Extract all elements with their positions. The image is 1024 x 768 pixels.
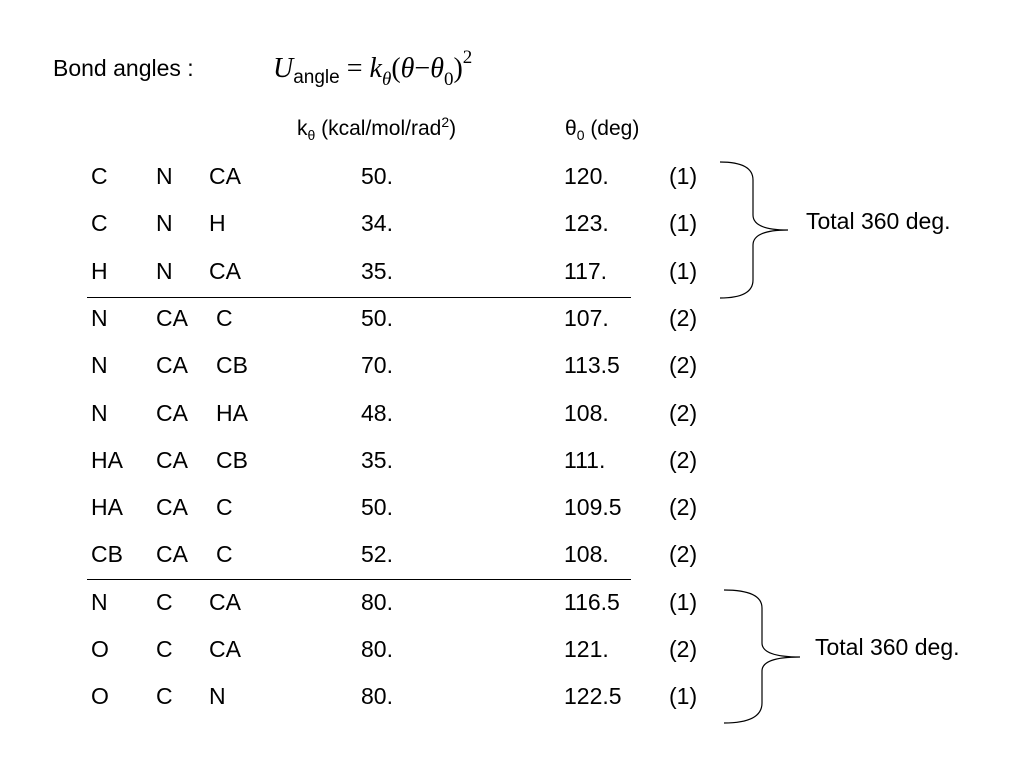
atom-1: C (91, 163, 108, 189)
theta0-value: 121. (564, 636, 609, 662)
k-theta-value: 80. (361, 683, 393, 709)
theta0-value: 108. (564, 400, 609, 426)
atom-3: CB (216, 447, 248, 473)
theta0-value: 117. (564, 258, 608, 284)
eq-exp: 2 (462, 47, 473, 68)
atom-1: N (91, 589, 108, 615)
atom-2: C (156, 589, 173, 615)
brace-group-2 (722, 588, 812, 728)
atom-2: N (156, 163, 173, 189)
atom-2: C (156, 636, 173, 662)
theta0-value: 109.5 (564, 494, 622, 520)
atom-3: CA (209, 163, 241, 189)
header-k-unit: (kcal/mol/rad (315, 117, 442, 140)
k-theta-value: 50. (361, 305, 393, 331)
header-t-sub: 0 (576, 127, 585, 143)
reference: (1) (669, 210, 698, 236)
atom-3: CA (209, 636, 241, 662)
atom-2: CA (156, 400, 188, 426)
eq-minus: − (414, 53, 431, 84)
reference: (2) (669, 494, 698, 520)
k-theta-value: 80. (361, 589, 393, 615)
theta0-value: 111. (564, 447, 606, 473)
header-k-sub: θ (307, 127, 316, 143)
atom-3: C (216, 541, 233, 567)
atom-3: C (216, 305, 233, 331)
theta0-value: 113.5 (564, 352, 620, 378)
angle-energy-equation: $U_{angle} = k_\theta(\theta-\theta_0)^2$ (273, 47, 473, 90)
page-title: Bond angles : (53, 55, 194, 81)
reference: (1) (669, 589, 698, 615)
eq-close: ) (453, 53, 463, 84)
atom-3: CA (209, 589, 241, 615)
atom-1: HA (91, 494, 123, 520)
theta0-value: 108. (564, 541, 609, 567)
k-theta-value: 35. (361, 447, 393, 473)
eq-k-sub: θ (381, 69, 392, 90)
k-theta-value: 35. (361, 258, 393, 284)
eq-u-sub: angle (293, 67, 340, 88)
atom-2: CA (156, 494, 188, 520)
atom-2: N (156, 258, 173, 284)
reference: (1) (669, 163, 698, 189)
eq-u: U (273, 53, 294, 84)
atom-1: C (91, 210, 108, 236)
reference: (2) (669, 447, 698, 473)
theta0-value: 123. (564, 210, 609, 236)
reference: (2) (669, 400, 698, 426)
k-theta-value: 80. (361, 636, 393, 662)
atom-1: O (91, 683, 109, 709)
reference: (1) (669, 258, 698, 284)
k-theta-value: 50. (361, 163, 393, 189)
atom-3: C (216, 494, 233, 520)
group-divider-1 (87, 297, 631, 298)
header-k-end: ) (449, 117, 457, 140)
atom-3: N (209, 683, 226, 709)
reference: (2) (669, 541, 698, 567)
eq-theta0-sub: 0 (443, 69, 454, 90)
atom-1: N (91, 400, 108, 426)
header-theta0 (565, 117, 639, 141)
atom-1: CB (91, 541, 123, 567)
eq-theta0: θ (430, 53, 444, 84)
atom-3: H (209, 210, 226, 236)
theta0-value: 122.5 (564, 683, 622, 709)
atom-3: CA (209, 258, 241, 284)
k-theta-value: 34. (361, 210, 393, 236)
atom-2: C (156, 683, 173, 709)
header-k-sup: 2 (441, 114, 450, 130)
atom-2: N (156, 210, 173, 236)
atom-2: CA (156, 305, 188, 331)
reference: (1) (669, 683, 698, 709)
atom-1: H (91, 258, 108, 284)
atom-1: HA (91, 447, 123, 473)
header-k-main: k (297, 117, 308, 140)
reference: (2) (669, 636, 698, 662)
atom-3: HA (216, 400, 248, 426)
eq-k: k (369, 53, 382, 84)
eq-theta: θ (400, 53, 415, 84)
reference: (2) (669, 305, 698, 331)
eq-open: ( (391, 53, 401, 84)
reference: (2) (669, 352, 698, 378)
atom-2: CA (156, 352, 188, 378)
atom-2: CA (156, 447, 188, 473)
header-t-main: θ (565, 117, 577, 140)
brace-group-1 (718, 160, 808, 300)
atom-1: N (91, 305, 108, 331)
atom-1: N (91, 352, 108, 378)
theta0-value: 120. (564, 163, 609, 189)
header-k-theta (297, 114, 457, 143)
note-total-group-2: Total 360 deg. (815, 634, 960, 660)
note-total-group-1: Total 360 deg. (806, 208, 951, 234)
k-theta-value: 70. (361, 352, 393, 378)
theta0-value: 116.5 (564, 589, 620, 615)
k-theta-value: 50. (361, 494, 393, 520)
k-theta-value: 52. (361, 541, 393, 567)
theta0-value: 107. (564, 305, 609, 331)
group-divider-2 (87, 579, 631, 580)
k-theta-value: 48. (361, 400, 393, 426)
atom-3: CB (216, 352, 248, 378)
atom-1: O (91, 636, 109, 662)
header-t-unit: (deg) (584, 117, 640, 140)
atom-2: CA (156, 541, 188, 567)
